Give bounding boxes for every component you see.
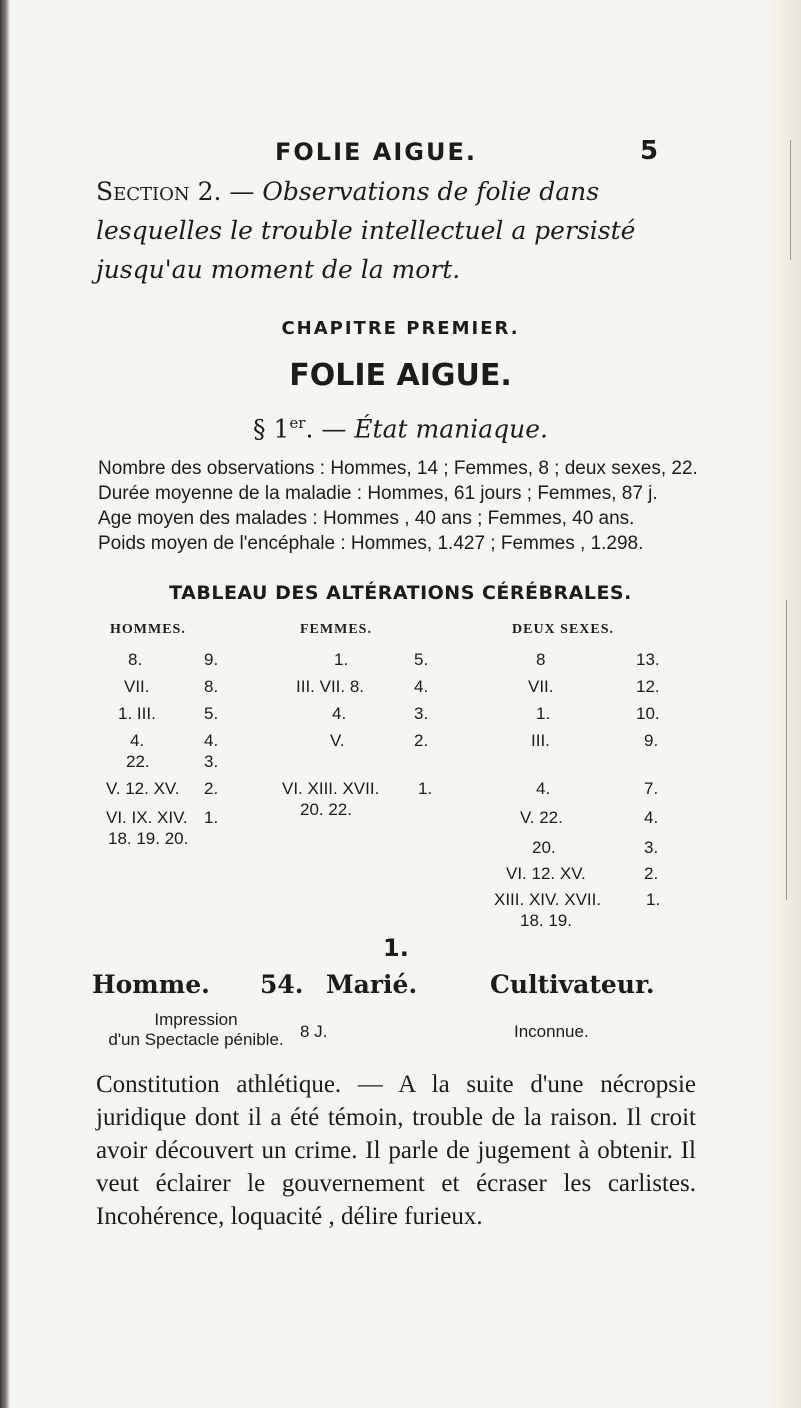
table-cell-count: 2. — [414, 731, 429, 750]
table-cell-count: 5. — [204, 704, 219, 723]
paragraph-heading — [0, 414, 801, 443]
page-edge-shadow — [0, 0, 10, 1408]
table-cell-lesions: V. — [330, 731, 345, 750]
table-cell-count: 4. — [644, 808, 659, 827]
table-cell-count: 3. — [204, 752, 219, 771]
table-title: TABLEAU DES ALTÉRATIONS CÉRÉBRALES. — [169, 582, 632, 604]
table-cell-lesions: XIII. XIV. XVII. — [494, 890, 602, 909]
table-cell-lesions: 18. 19. — [520, 911, 572, 930]
table-cell-count: 1. — [418, 779, 433, 798]
table-cell-lesions: VII. — [124, 677, 150, 696]
table-cell-lesions: 20. — [532, 838, 556, 857]
page-edge-line — [790, 140, 791, 260]
paragraph-ordinal: er — [289, 414, 306, 432]
observation-number: 1. — [383, 934, 409, 962]
observation-heredity: Inconnue. — [514, 1022, 589, 1041]
table-cell-lesions: V. 22. — [520, 808, 563, 827]
table-cell-lesions: 1. — [334, 650, 349, 669]
section-heading — [96, 172, 696, 289]
stat-line: Durée moyenne de la maladie : Hommes, 61 jours ; Femmes, 87 j. — [98, 483, 658, 504]
table-cell-lesions: 8. — [128, 650, 143, 669]
paragraph-title: État maniaque. — [354, 414, 548, 444]
page-number: 5 — [640, 136, 659, 166]
table-cell-count: 1. — [646, 890, 661, 909]
table-cell-lesions: 18. 19. 20. — [108, 829, 189, 848]
table-cell-count: 4. — [204, 731, 219, 750]
observation-text: Constitution athlétique. — A la suite d'une nécropsie juridique dont il a été témoin, trouble de la raison. Il croit avoir découvert un crime. Il parle de jugement à obtenir. Il veut éclairer le gouvernement et écraser les carlistes. Incohérence, loquacité , délire furieux. — [96, 1071, 696, 1230]
table-cell-lesions: 1. — [536, 704, 551, 723]
table-cell-lesions: 4. — [130, 731, 145, 750]
table-cell-count: 3. — [644, 838, 659, 857]
section-number: 2. — [197, 177, 222, 206]
table-cell-lesions: 4. — [536, 779, 551, 798]
page-edge-line — [786, 600, 787, 900]
observation-age: 54. — [260, 970, 304, 999]
table-cell-count: 5. — [414, 650, 429, 669]
table-cell-count: 2. — [644, 864, 659, 883]
paragraph-dash: . — — [305, 414, 355, 444]
stat-line: Poids moyen de l'encéphale : Hommes, 1.427 ; Femmes , 1.298. — [98, 533, 644, 554]
table-cell-lesions: VII. — [528, 677, 554, 696]
column-header-femmes: FEMMES. — [300, 622, 372, 637]
table-cell-count: 3. — [414, 704, 429, 723]
stat-line: Age moyen des malades : Hommes , 40 ans ; Femmes, 40 ans. — [98, 508, 635, 529]
table-cell-lesions: 20. 22. — [300, 800, 352, 819]
table-cell-count: 2. — [204, 779, 219, 798]
stat-line: Nombre des observations : Hommes, 14 ; Femmes, 8 ; deux sexes, 22. — [98, 458, 698, 479]
table-cell-count: 9. — [204, 650, 219, 669]
observation-profession: Cultivateur. — [490, 970, 655, 999]
section-dash: — — [221, 177, 263, 206]
table-cell-count: 1. — [204, 808, 219, 827]
table-cell-count: 8. — [204, 677, 219, 696]
table-cell-lesions: 8 — [536, 650, 546, 669]
observation-cause-line: Impression — [154, 1010, 238, 1029]
table-cell-lesions: V. 12. XV. — [106, 779, 180, 798]
page-edge-right — [767, 0, 801, 1408]
observation-cause-line: d'un Spectacle pénible. — [108, 1030, 284, 1049]
chapter-label: CHAPITRE PREMIER. — [281, 318, 520, 339]
table-cell-lesions: 1. III. — [118, 704, 156, 723]
table-cell-lesions: VI. 12. XV. — [506, 864, 586, 883]
table-cell-lesions: VI. XIII. XVII. — [282, 779, 380, 798]
table-cell-count: 4. — [414, 677, 429, 696]
paragraph-sign: § 1 — [253, 414, 290, 444]
table-cell-count: 13. — [636, 650, 660, 669]
table-cell-lesions: 22. — [126, 752, 150, 771]
observation-sex: Homme. — [92, 970, 210, 999]
table-cell-count: 12. — [636, 677, 660, 696]
table-cell-count: 10. — [636, 704, 660, 723]
column-header-deux-sexes: DEUX SEXES. — [512, 622, 615, 637]
observation-status: Marié. — [326, 970, 418, 999]
section-title: Observations de folie dans lesquelles le trouble intellectuel a persisté jusqu'au moment de la mort. — [96, 177, 636, 284]
table-cell-count: 9. — [644, 731, 659, 750]
table-cell-lesions: III. VII. 8. — [296, 677, 365, 696]
table-cell-lesions: III. — [531, 731, 550, 750]
column-header-hommes: HOMMES. — [110, 622, 186, 637]
table-cell-count: 7. — [644, 779, 659, 798]
observation-cause — [96, 1010, 296, 1050]
section-label: Section — [96, 177, 190, 206]
observation-duration: 8 J. — [300, 1022, 328, 1041]
table-cell-lesions: VI. IX. XIV. — [106, 808, 188, 827]
chapter-title: FOLIE AIGUE. — [289, 358, 512, 393]
table-cell-lesions: 4. — [332, 704, 347, 723]
running-title: FOLIE AIGUE. — [275, 138, 477, 166]
